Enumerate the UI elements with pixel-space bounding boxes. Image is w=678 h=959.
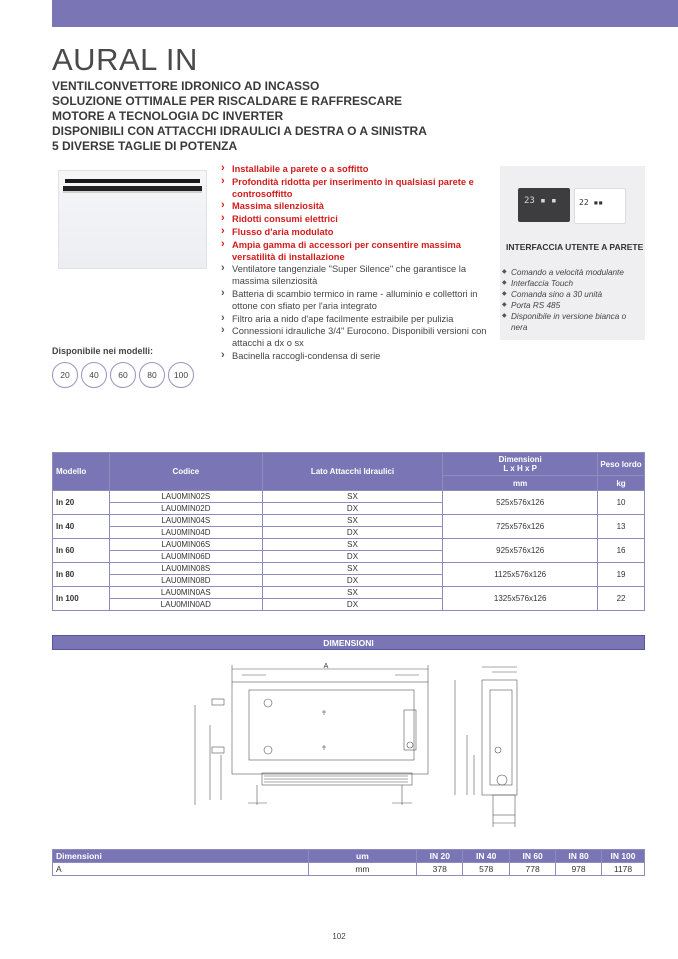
model-code: LAU0MIN08S [109,563,262,575]
interface-item: ◆ Porta RS 485 [502,300,642,311]
model-weight: 22 [598,587,645,611]
table-row [53,863,645,876]
feature-highlight: › Massima silenziosità [220,201,490,213]
front-view-coil [249,690,414,760]
model-side: DX [262,527,443,539]
model-side: SX [262,563,443,575]
dim-header: IN 100 [602,850,645,863]
model-dimensions: 525x576x126 [443,491,598,515]
interface-item: ◆ Interfaccia Touch [502,278,642,289]
thermostat-black-image: 23 ▪ ▪ [518,188,570,222]
interface-list [502,267,642,333]
model-table [52,452,645,611]
dim-header: IN 80 [556,850,602,863]
header-codice: Codice [109,453,262,491]
page-title: AURAL IN [52,42,198,77]
feature-item: › Batteria di scambio termico in rame - alluminio e collettori in ottone con sfiato per l'aria integrato [220,289,490,313]
size-circle-20: 20 [52,362,78,388]
header-peso: Peso lordo [598,453,645,476]
model-side: SX [262,491,443,503]
model-side: DX [262,575,443,587]
model-code: LAU0MIN0AS [109,587,262,599]
feature-highlight: › Ampia gamma di accessori per consentire massima versatilità di installazione [220,240,490,264]
feature-item: › Ventilatore tangenziale "Super Silence" che garantisce la massima silenziosità [220,264,490,288]
model-dimensions: 1125x576x126 [443,563,598,587]
model-code: LAU0MIN0AD [109,599,262,611]
interface-item: ◆ Comando a velocità modulante [502,267,642,278]
dim-cell: 778 [510,863,556,876]
dimension-a-label: A [323,663,329,670]
product-grille-top [65,179,200,183]
feature-highlight: › Profondità ridotta per inserimento in qualsiasi parete e controsoffitto [220,177,490,201]
product-grille-bottom [63,186,202,193]
feature-list [220,164,490,364]
table-row [53,587,645,599]
dim-header: IN 40 [463,850,510,863]
feature-item: › Connessioni idrauliche 3/4" Eurocono. Disponibili versioni con attacchi a dx o sx [220,326,490,350]
interface-panel [500,166,645,340]
model-weight: 13 [598,515,645,539]
table-row [53,491,645,503]
model-weight: 16 [598,539,645,563]
feature-highlight: › Ridotti consumi elettrici [220,214,490,226]
model-name: In 40 [53,515,110,539]
subtitle-line: VENTILCONVETTORE IDRONICO AD INCASSO [52,79,320,93]
header-dimensioni: Dimensioni L x H x P [443,453,598,476]
dim-header: IN 20 [417,850,463,863]
model-dimensions: 925x576x126 [443,539,598,563]
model-side: SX [262,539,443,551]
subtitle-list [52,79,427,154]
table-row [53,539,645,551]
page-number: 102 [332,932,346,941]
model-dimensions: 1325x576x126 [443,587,598,611]
feature-highlight: › Flusso d'aria modulato [220,227,490,239]
subtitle-line: MOTORE A TECNOLOGIA DC INVERTER [52,109,284,123]
top-color-bar [52,0,678,27]
dim-cell: A [53,863,309,876]
dim-cell: 978 [556,863,602,876]
model-side: DX [262,551,443,563]
dim-header: um [308,850,417,863]
model-code: LAU0MIN04S [109,515,262,527]
header-peso-unit: kg [598,476,645,491]
dimensions-table [52,849,645,876]
technical-drawing [52,655,645,840]
model-side: SX [262,587,443,599]
model-code: LAU0MIN02D [109,503,262,515]
dim-header: IN 60 [510,850,556,863]
model-name: In 20 [53,491,110,515]
subtitle-line: DISPONIBILI CON ATTACCHI IDRAULICI A DESTRA O A SINISTRA [52,124,427,138]
header-modello: Modello [53,453,110,491]
dim-cell: mm [308,863,417,876]
model-weight: 19 [598,563,645,587]
size-circles [52,362,194,388]
interface-title: INTERFACCIA UTENTE A PARETE [506,242,644,252]
dim-header: Dimensioni [53,850,309,863]
availability-label: Disponibile nei modelli: [52,346,154,356]
thermostat-white-image: 22 ▪▪ [574,188,626,224]
model-code: LAU0MIN08D [109,575,262,587]
table-row [53,515,645,527]
subtitle-line: 5 DIVERSE TAGLIE DI POTENZA [52,139,238,153]
model-weight: 10 [598,491,645,515]
model-code: LAU0MIN06S [109,539,262,551]
subtitle-line: SOLUZIONE OTTIMALE PER RISCALDARE E RAFFRESCARE [52,94,403,108]
feature-item: › Bacinella raccogli-condensa di serie [220,351,490,363]
model-side: SX [262,515,443,527]
model-name: In 60 [53,539,110,563]
product-image [58,170,207,269]
interface-item: ◆ Disponibile in versione bianca o nera [502,311,642,333]
model-code: LAU0MIN06D [109,551,262,563]
feature-item: › Filtro aria a nido d'ape facilmente estraibile per pulizia [220,314,490,326]
model-side: DX [262,503,443,515]
feature-highlight: › Installabile a parete o a soffitto [220,164,490,176]
model-side: DX [262,599,443,611]
dim-cell: 378 [417,863,463,876]
interface-item: ◆ Comanda sino a 30 unità [502,289,642,300]
size-circle-40: 40 [81,362,107,388]
model-code: LAU0MIN04D [109,527,262,539]
size-circle-100: 100 [168,362,194,388]
dim-cell: 1178 [602,863,645,876]
header-dimensioni-unit: mm [443,476,598,491]
model-dimensions: 725x576x126 [443,515,598,539]
dim-cell: 578 [463,863,510,876]
model-name: In 80 [53,563,110,587]
model-code: LAU0MIN02S [109,491,262,503]
size-circle-80: 80 [139,362,165,388]
model-name: In 100 [53,587,110,611]
size-circle-60: 60 [110,362,136,388]
table-row [53,563,645,575]
header-lato: Lato Attacchi Idraulici [262,453,443,491]
dimensions-title-bar: DIMENSIONI [52,635,645,650]
